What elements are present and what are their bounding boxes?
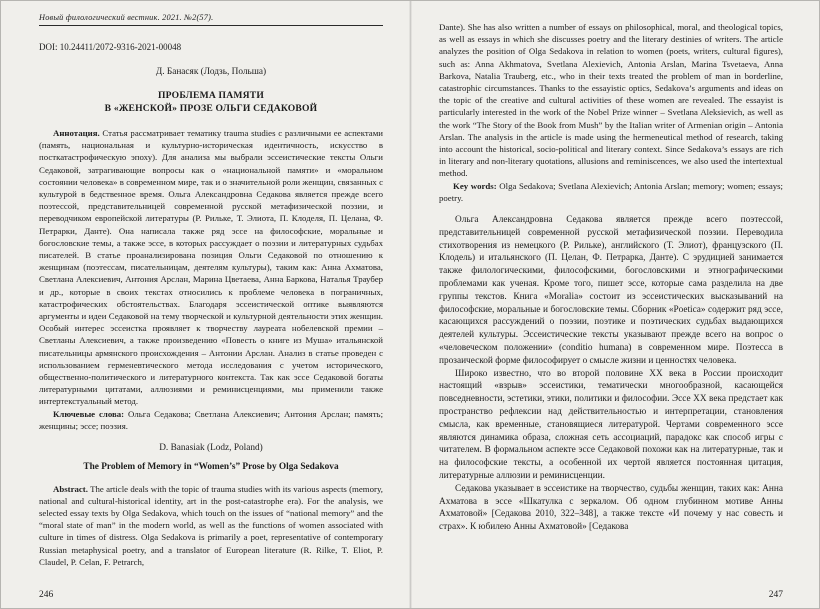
keywords-en-text: Olga Sedakova; Svetlana Alexievich; Antonia Arslan; memory; women; essays; poetry. <box>439 180 783 203</box>
article-title-ru-line1: ПРОБЛЕМА ПАМЯТИ <box>158 90 264 101</box>
page-number-left: 246 <box>39 590 54 600</box>
abstract-text: The article deals with the topic of trauma studies with its various aspects (memory, national and cultural-historical identity, art in the post-catastrophe era). For the analysis, we selected essay texts by Olga Sedakova, which touch on the issues of “national memory” and the “moral state of man” in the modern world, as well as the functions of women associated with culture in times of distress. Olga Sedakova is primarily a poet, representative of contemporary Russian metaphysical poetry, and a translator of European literature (R. Rilke, T. Eliot, P. Claudel, P. Celan, F. Petrarch, <box>39 483 384 567</box>
body-paragraph-3: Седакова указывает в эссеистике на творчество, судьбы женщин, таких как: Анна Ахматова в эссе «Шкатулка с зеркалом. Об одном глубинном мотиве Анны Ахматовой» [Седакова 2010, 322–348], а также тексте «И почему у нас совесть и страх». К юбилею Анны Ахматовой» [Седакова <box>439 483 783 533</box>
keywords-ru-text: Ольга Седакова; Светлана Алексиевич; Антония Арслан; память; женщины; эссе; поэзия. <box>39 408 384 431</box>
page-right <box>411 1 820 609</box>
annotation-paragraph <box>39 127 383 408</box>
running-head-text: Новый филологический вестник. 2021. №2(57). <box>39 13 214 22</box>
abstract-label: Abstract. <box>53 483 88 494</box>
keywords-en-label: Key words: <box>453 180 497 191</box>
keywords-en <box>439 180 783 204</box>
annotation-label: Аннотация. <box>53 128 100 138</box>
page-number-right: 247 <box>768 590 783 600</box>
article-body <box>439 214 783 534</box>
article-title-en: The Problem of Memory in “Women’s” Prose by Olga Sedakova <box>83 462 339 473</box>
page-left <box>1 1 411 609</box>
body-paragraph-2: Широко известно, что во второй половине XX века в России происходит настоящий «взрыв» эссеистики, тематически многообразной, касающейся повседневности, эстетики, этики, политики и философии. Эссе XX века предстает как пространство рефлексии над действительностью и интерпретации, становления смысла, как временные, становящиеся литературой. Чертами современного эссе являются динамика образа, сложная сеть ассоциаций, парадокс как способ игры с читателем. В формальном аспекте эссе Седаковой похожи как на литературные, так и на философские тексты, а особенной их чертой является постоянная цитация, литературные аллюзии и реминисценции. <box>439 368 783 481</box>
doi: DOI: 10.24411/2072-9316-2021-00048 <box>39 42 182 52</box>
author-en: D. Banasiak (Lodz, Poland) <box>159 443 263 454</box>
article-title-ru <box>39 90 383 115</box>
abstract-paragraph <box>39 483 383 568</box>
running-head <box>39 13 383 26</box>
keywords-ru <box>39 408 383 432</box>
author-ru: Д. Банасяк (Лодзь, Польша) <box>155 67 267 77</box>
abstract-continuation: Dante). She has also written a number of essays on philosophical, moral, and theological topics, as well as essays in which she discusses poetry and the literary destinies of writers. The article analyzes the position of Olga Sedakova in relation to women (poets, writers, cultural figures), such as: Anna Akhmatova, Svetlana Alexievich, Antonia Arslan, Marina Tsvetaeva, Anna Barkova, Natalia Trauberg, etc., who in their texts treated the problem of man in borderline, catastrophic circumstances. Thanks to the essayistic optics, Sedakova’s arguments and ideas on the topic of the creative and cultural activities of these women are revealed. The essayist is particularly interested in the work of the Nobel Prize winner – Svetlana Aleksievich, as well as the work “The Story of the Book from Mush” by the Italian writer of Armenian origin – Antonia Arslan. The analysis in the article is made using the hermeneutical method of research, taking into account the historical, socio-political and literary context. Since Sedakova’s essays are rich in literary and non-literary quotations, allusions and reminiscences, we also used the intertextual method. <box>439 22 783 179</box>
body-paragraph-1: Ольга Александровна Седакова является прежде всего поэтессой, представительницей современной русской метафизической поэзии. Переводила стихотворения из немецкого (Р. Рильке), английского (Т. Элиот), французского (П. Клодель) и итальянского (П. Целан, Ф. Петрарка, Данте). С эрудицией занимается также филологическими, философскими, богословскими и этнографическими проблемами как ученая. Кроме того, пишет эссе, которые сама разделила на две группы текстов. Книга «Moralia» состоит из эссеистических высказываний на философские, моральные и богословские темы. Сборник «Poetica» содержит ряд эссе, касающихся рассуждений о поэзии, поэтике и поэтических судьбах выдающихся деятелей культуры. Эссеистические тексты указывают прежде всего на вопрос о «человеческом положении» (conditio humana) в современном мире. Поэтесса в прозаической форме философирует о смысле жизни и ценностях человека. <box>439 215 783 366</box>
keywords-ru-label: Ключевые слова: <box>53 408 125 419</box>
article-title-ru-line2: В «ЖЕНСКОЙ» ПРОЗЕ ОЛЬГИ СЕДАКОВОЙ <box>104 102 318 114</box>
annotation-text: Статья рассматривает тематику trauma studies с различными ее аспектами (память, национальная и культурно-историческая идентичность, искусство в посткатастрофическую эпоху). Для анализа мы выбрали эссеистические тексты Ольги Седаковой, затрагивающие вопросы как о «национальной памяти» и «моральном состоянии человека» в современном мире, так и о значительной роли женщин, связанных с культурой в бедственное время. Ольга Александровна Седакова является прежде всего поэтессой, представительницей современной русской метафизической поэзии, и переводчиком европейской литературы (Р. Рильке, Т. Элиота, П. Клоделя, П. Целана, Ф. Петрарки, Данте). Она написала также ряд эссе на философские, моральные и богословские темы, а также эссе, в которых рассуждает о поэзии и литературных судьбах писателей. В статье проанализирована позиция Ольги Седаковой по отношению к женщинам (поэтессам, писательницам, деятелям культуры), таким как: Анна Ахматова, Светлана Алексиевич, Антония Арслан, Марина Цветаева, Анна Баркова, Наталья Траубер и др., которые в своих текстах относились к проблеме человека в пограничных, катастрофических обстоятельствах. Благодаря эссеистической оптике выявляются аргументы и идеи Седаковой на тему творческой и культурной деятельности этих женщин. Особый интерес эссеистка проявляет к творчеству лауреата нобелевской премии – Светланы Алексиевич, а также произведению «Повесть о книге из Муша» итальянской писательницы армянского происхождения – Антонии Арслан. Анализ в статье проведен с использованием герменевтического метода исследования с учетом исторического, общественно-политического и литературного контекста. Так как эссе Седаковой богаты литературными цитатами, аллюзиями и реминисценциями, мы применили также интертекстуальный метод. <box>39 128 383 407</box>
